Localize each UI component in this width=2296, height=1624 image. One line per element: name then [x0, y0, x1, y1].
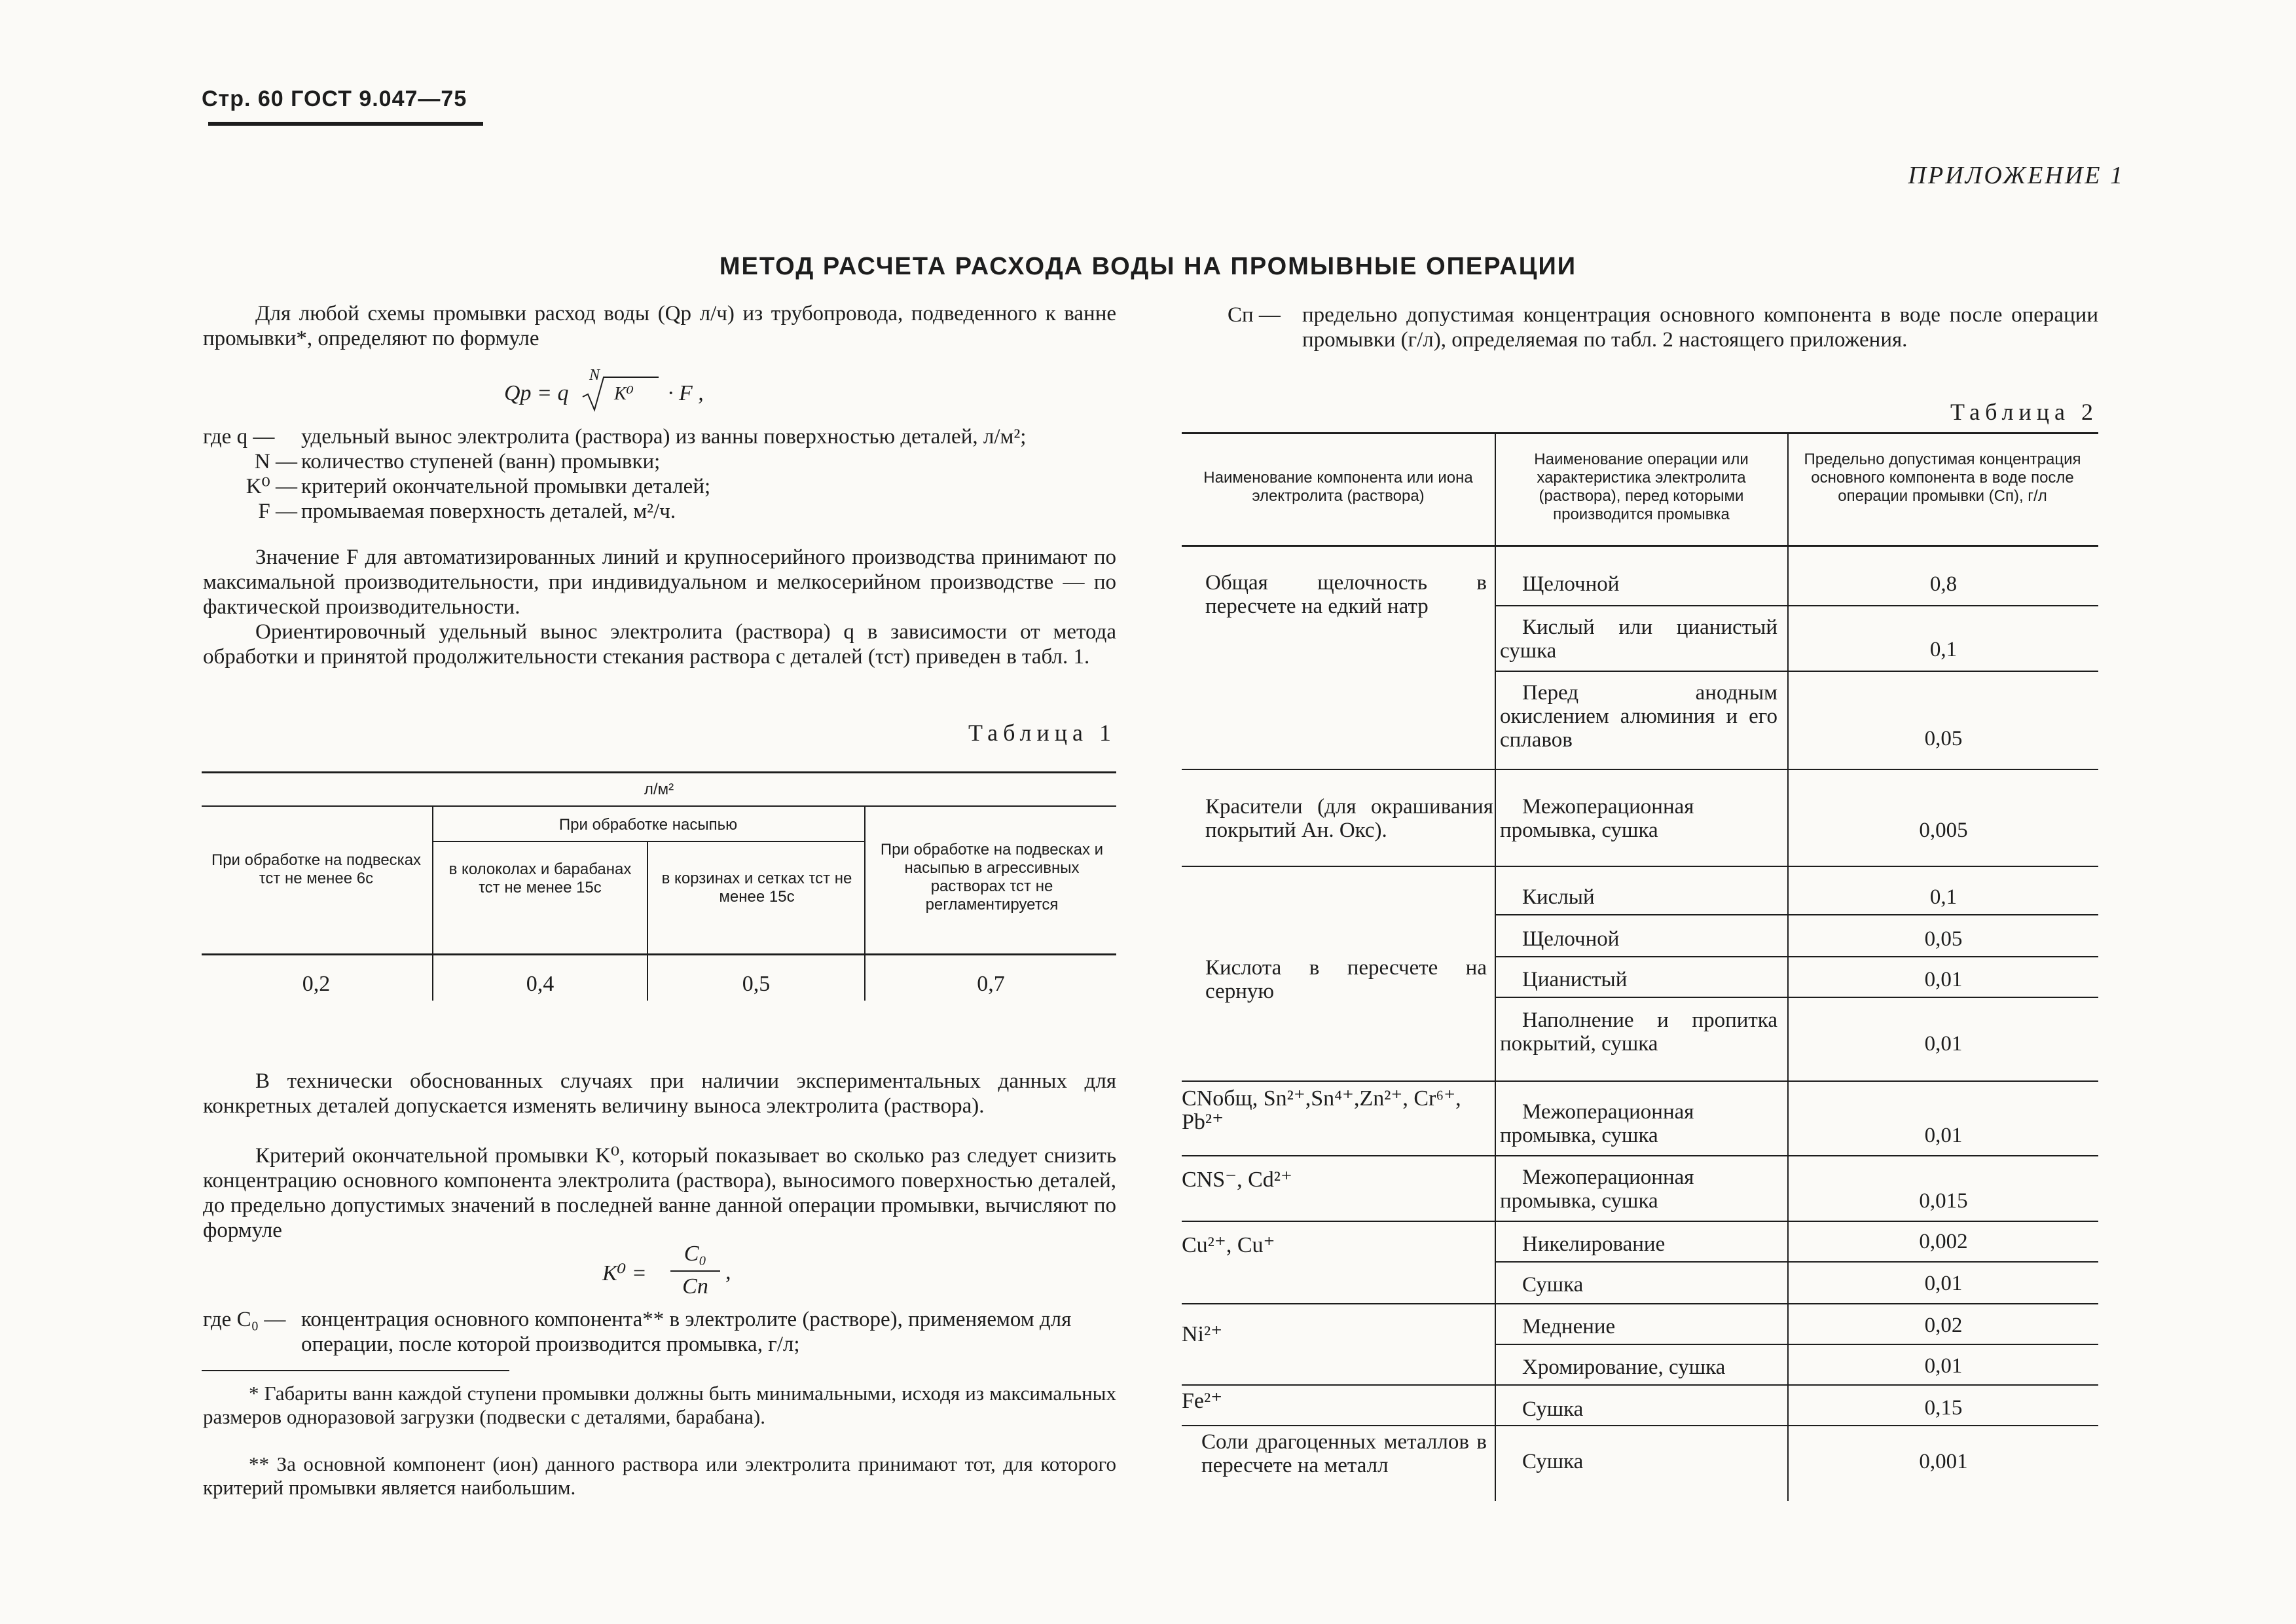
table1-header-bulk: При обработке насыпью	[558, 816, 738, 834]
table2-value: 0,02	[1924, 1314, 1963, 1337]
formula2-fraction-bar	[670, 1270, 720, 1272]
table2-component: Cu²⁺, Cu⁺	[1182, 1233, 1275, 1257]
table2-operation: Межоперационная промывка, сушка	[1500, 1166, 1694, 1213]
table2-operation: Меднение	[1522, 1315, 1616, 1338]
table2-operation: Межоперационная промывка, сушка	[1500, 1100, 1694, 1147]
table1-caption: Таблица 1	[968, 720, 1116, 746]
table2-operation: Кислый	[1522, 885, 1595, 909]
table2-operation: Перед анодным окислением алюминия и его сплавов	[1500, 681, 1777, 752]
table2-value: 0,05	[1924, 927, 1963, 951]
table2-component: CNобщ, Sn²⁺,Sn⁴⁺,Zn²⁺, Cr⁶⁺, Pb²⁺	[1182, 1086, 1461, 1134]
table1	[202, 771, 1116, 1033]
table2-value: 0,01	[1924, 1032, 1963, 1056]
table2-value: 0,01	[1924, 1124, 1963, 1147]
table2-operation: Сушка	[1522, 1397, 1584, 1421]
paragraph-criterion: Критерий окончательной промывки K⁰, который показывает во сколько раз следует снизить концентрацию основного компонента электролита (раствора), выносимого поверхностью деталей, до предельно допустимых значений в последней ванне данной операции промывки, вычисляют по формуле	[203, 1144, 1116, 1242]
footnote-2: ** За основной компонент (ион) данного раствора или электролита принимают тот, для которого критерий промывки является наибольшим.	[203, 1452, 1116, 1499]
definition-cp: Cп — предельно допустимая концентрация основного компонента в воде после операции промывки (г/л), определяемая по табл. 2 настоящего приложения.	[1228, 303, 2098, 352]
formula1-radicand: K⁰	[614, 384, 634, 404]
page-title: МЕТОД РАСЧЕТА РАСХОДА ВОДЫ НА ПРОМЫВНЫЕ ОПЕРАЦИИ	[719, 253, 1577, 280]
formula-criterion	[602, 1242, 773, 1301]
table2-header-component: Наименование компонента или иона электролита (раствора)	[1203, 469, 1473, 505]
table2-value: 0,01	[1924, 1272, 1963, 1295]
definition-n: N — количество ступеней (ванн) промывки;	[254, 450, 661, 473]
table2-operation: Щелочной	[1522, 927, 1620, 951]
definition-c0: где C₀ — концентрация основного компонента** в электролите (растворе), применяемом для операции, после которой производится промывка, г/л;	[203, 1308, 1072, 1356]
footnote-rule	[202, 1370, 509, 1371]
formula1-root-index: N	[589, 367, 600, 384]
paragraph-f-value: Значение F для автоматизированных линий и крупносерийного производства принимают по максимальной производительности, при индивидуальном и мелкосерийном производстве — по фактической производительности.	[203, 545, 1116, 619]
table1-header-baskets: в корзинах и сетках τст не менее 15с	[661, 870, 852, 906]
table1-header-bells-drums: в колоколах и барабанах τст не менее 15с	[448, 860, 632, 896]
table2-value: 0,05	[1924, 727, 1963, 750]
formula1-lhs: Qр = q	[504, 381, 569, 405]
paragraph-experimental: В технически обоснованных случаях при наличии экспериментальных данных для конкретных деталей допускается изменять величину выноса электролита (раствора).	[203, 1069, 1116, 1118]
table2	[1182, 432, 2098, 1506]
page-header-label: Стр. 60 ГОСТ 9.047—75	[202, 86, 467, 111]
footnote-1: * Габариты ванн каждой ступени промывки должны быть минимальными, исходя из максимальных размеров одноразовой загрузки (подвески с деталями, барабана).	[203, 1382, 1116, 1428]
formula2-numerator: C₀	[683, 1242, 707, 1266]
table1-value: 0,5	[742, 972, 771, 996]
formula2-lhs: K⁰ =	[602, 1261, 647, 1285]
intro-paragraph: Для любой схемы промывки расход воды (Qр л/ч) из трубопровода, подведенного к ванне промывки*, определяют по формуле	[203, 302, 1116, 350]
table1-unit: л/м²	[644, 781, 674, 798]
table1-value: 0,4	[526, 972, 555, 996]
table1-value: 0,7	[977, 972, 1005, 996]
table2-operation: Хромирование, сушка	[1522, 1356, 1726, 1379]
formula1-tail: · F ,	[668, 381, 704, 405]
definition-q: где q — удельный вынос электролита (раствора) из ванны поверхностью деталей, л/м²;	[203, 425, 1027, 449]
table2-value: 0,1	[1929, 638, 1958, 661]
appendix-label: ПРИЛОЖЕНИЕ 1	[1908, 162, 2124, 189]
table2-operation: Цианистый	[1522, 968, 1628, 991]
table1-header-hangers: При обработке на подвесках τст не менее 6с	[211, 851, 422, 887]
table2-component: Красители (для окрашивания покрытий Ан. Окс).	[1205, 795, 1493, 842]
formula2-tail: ,	[725, 1260, 731, 1284]
formula-water-flow	[504, 367, 779, 413]
table2-component: Ni²⁺	[1182, 1322, 1223, 1346]
table2-value: 0,01	[1924, 1354, 1963, 1378]
table2-operation: Кислый или цианистый сушка	[1500, 616, 1777, 663]
table1-value: 0,2	[302, 972, 331, 996]
table2-value: 0,01	[1924, 968, 1963, 991]
table2-operation: Щелочной	[1522, 572, 1620, 596]
formula2-denominator: Cп	[682, 1274, 708, 1299]
table2-value: 0,15	[1924, 1396, 1963, 1420]
definition-k0: K⁰ — критерий окончательной промывки деталей;	[246, 475, 711, 498]
table2-operation: Межоперационная промывка, сушка	[1500, 795, 1694, 842]
table2-value: 0,002	[1919, 1230, 1968, 1253]
definition-f: F — промываемая поверхность деталей, м²/ч.	[258, 500, 676, 523]
table2-component: Общая щелочность в пересчете на едкий натр	[1205, 571, 1487, 618]
table2-component: Соли драгоценных металлов в пересчете на металл	[1201, 1430, 1487, 1477]
table2-component: CNS⁻, Cd²⁺	[1182, 1168, 1292, 1192]
table2-operation: Сушка	[1522, 1273, 1584, 1297]
table2-operation: Сушка	[1522, 1450, 1584, 1473]
table2-value: 0,005	[1919, 819, 1968, 842]
paragraph-q-value: Ориентировочный удельный вынос электролита (раствора) q в зависимости от метода обработки и принятой продолжительности стекания раствора с деталей (τст) приведен в табл. 1.	[203, 620, 1116, 669]
table2-value: 0,001	[1919, 1450, 1968, 1473]
table2-value: 0,015	[1919, 1189, 1968, 1213]
table2-operation: Никелирование	[1522, 1232, 1666, 1256]
table2-component: Кислота в пересчете на серную	[1205, 956, 1487, 1003]
definitions-list	[203, 424, 1116, 524]
table1-header-aggressive: При обработке на подвесках и насыпью в агрессивных растворах τст не регламентируется	[880, 841, 1104, 913]
table2-operation: Наполнение и пропитка покрытий, сушка	[1500, 1008, 1777, 1056]
table2-caption: Таблица 2	[1950, 399, 2098, 425]
header-rule	[208, 122, 483, 126]
table2-component: Fe²⁺	[1182, 1389, 1223, 1413]
table2-header-operation: Наименование операции или характеристика электролита (раствора), перед которыми производится промывка	[1534, 451, 1749, 523]
table2-value: 0,1	[1929, 885, 1958, 909]
table2-header-concentration: Предельно допустимая концентрация основного компонента в воде после операции промывки (Cп), г/л	[1804, 451, 2081, 505]
table2-value: 0,8	[1929, 572, 1958, 596]
